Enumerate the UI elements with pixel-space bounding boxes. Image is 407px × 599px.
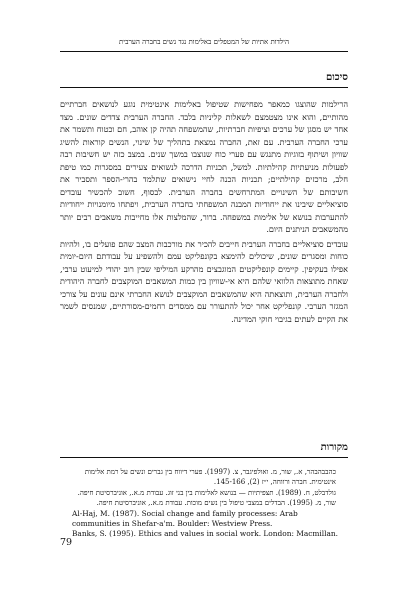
- summary-rule: [60, 87, 348, 88]
- reference-item: שור, מ. (1995). הבדלים במצבי טיפול בין נשים מוכות. עבודת מ.א., אוניברסיטת חיפה.: [96, 499, 336, 508]
- header-rule: [60, 51, 348, 52]
- reference-item: Al-Haj, M. (1987). Social change and family processes: Arab communities in Shefar-a'm. Boulder: Westview Press.: [72, 508, 298, 529]
- reference-item: גולדבלט, ח. (1989). תצפיתיות — בנושא לאלימות בין בני זוג. עבודת מ.א., אוניברסיטת חיפה.: [77, 488, 336, 497]
- page-number: 79: [60, 537, 73, 548]
- reference-item: Banks, S. (1995). Ethics and values in social work. London: Macmillan.: [72, 529, 339, 539]
- summary-paragraph-1: הרילמות שהוצגו כמאפר מפחישות שטיפול באלימות אינטימית נוגע לנושאים חברתיים מהותיים, והוא אינו מצטמצם לשאלות קליניות בלבד. החברה הערבית צדדים שונים. מצד אחד יש מסגן של ערכים וציפיות חברתיות, שהמשפחה תהיה קן אוהב, חם וכטוח ותשמר את ערכי החברה הערבית. עם זאת, החברה נמצאת בתהליך של שינוי, הנשים קוראות להשיג שוויון ושיתוף בזוגיות מתנגש עם פערי כוח שנוצבו במשך שנים. במצב כזה יש חשיבות רבה לפעולות מניעתיות קהילתיות. למשל, תכניות הדרכה לנשואים צעירים במסגרות כמו טיפת חלב, מרכזים קהילתיים; תכניות הכנה לחיי נישואים שתלמד בהרי-הספר ותסביר את חשיבותם של השינויים המתרחשים בחברה הערבית. לבסוף, חשוב להכשיר עובדים סוציאליים שיבינו את ייחודיות המבנה המשפחתי בחברה הערבית, ויפתחו מיומנויות ייחודיות להתערבות בנושא של אלימות במשפחה. ברור, שהמלצות אלו מחייבות משאבים רבים יותר מהמשאבים הניתנים היום.: [60, 99, 348, 234]
- summary-body: [60, 98, 348, 325]
- reference-list: [60, 467, 348, 540]
- references-rule: [60, 457, 348, 458]
- summary-paragraph-2: עובדים סוציאליים בחברה הערבית חייבים להכיר את מורכבות המצב שהם פועלים בו, ולהיות כוחות ומסגרים שונים, שיכולים להימצא בקונפליקט עמם ולהשפיע על עבודתם היום-יומית אפילו בעקיפין. קיימים קונפליקטים המוגבצים מהרקע המיליפי שבין רוב יהודי למיעוט ערבי, שאחת מתוצאות הלוואי שלהם היא אי-שוויון בין כמות המשאבים המוקצבים לחברה היהודית ולחברה הערבית, ותוצאתה היא שהמשאבים המוקצבים לנושא החברתי אינם עונים על צורכי המגזר הערבי. קונפליקט אחר יכול להתעורר עם ממסדים רחמים-מסורתיים, שמנסים לשמר את הקיים לעתים בגיבוי חוקי המדינה.: [60, 238, 348, 324]
- section-heading-summary: סיכום: [326, 72, 348, 83]
- running-head: הילדות אתיות של המטפלים באלימות נגד נשים בחברה הערבית: [118, 38, 290, 46]
- section-heading-references: מקורות: [320, 442, 348, 453]
- reference-item: כהבבהבהר, א., שור, מ. ואולפיגבר, צ. (1997). פערי דיווח בין גברים ונשים על רמת אלימות אינטימית. חברה ורווחה, י״ז (2), 145-166.: [84, 468, 336, 487]
